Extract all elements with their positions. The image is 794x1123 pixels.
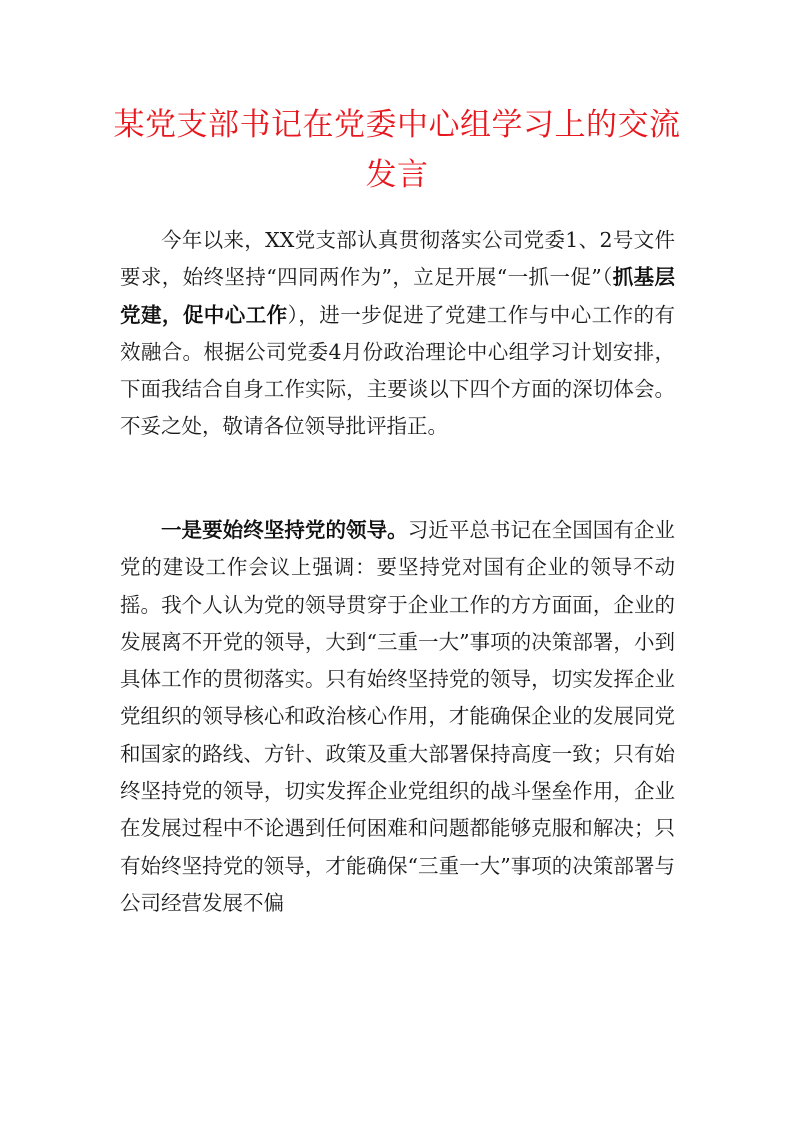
paragraph-intro-bold: 抓基层党建，促中心工作 [120,265,676,327]
paragraph-point-one-text: 习近平总书记在全国国有企业党的建设工作会议上强调：要坚持党对国有企业的领导不动摇。我个人认为党的领导贯穿于企业工作的方方面面，企业的发展离不开党的领导，大到“三重一大”事项的决策部署，小到具体工作的贯彻落实。只有始终坚持党的领导，切实发挥企业党组织的领导核心和政治核心作用，才能确保企业的发展同党和国家的路线、方针、政策及重大部署保持高度一致；只有始终坚持党的领导，切实发挥企业党组织的战斗堡垒作用，企业在发展过程中不论遇到任何困难和问题都能够克服和解决；只有始终坚持党的领导，才能确保“三重一大”事项的决策部署与公司经营发展不偏 [120,518,675,915]
document-title: 某党支部书记在党委中心组学习上的交流发言 [113,107,681,193]
paragraph-point-one [120,512,675,922]
paragraph-point-one-heading: 一是要始终坚持党的领导。 [161,518,408,542]
paragraph-intro-text-b: ），进一步促进了党建工作与中心工作的有效融合。根据公司党委4月份政治理论中心组学习计划安排，下面我结合自身工作实际，主要谈以下四个方面的深切体会。不妥之处，敬请各位领导批评指正。 [120,302,676,439]
paragraph-intro-text-a: 今年以来，XX党支部认真贯彻落实公司党委1、2号文件要求，始终坚持“四同两作为”，立足开展“一抓一促”（ [120,228,675,290]
paragraph-intro [120,222,675,446]
